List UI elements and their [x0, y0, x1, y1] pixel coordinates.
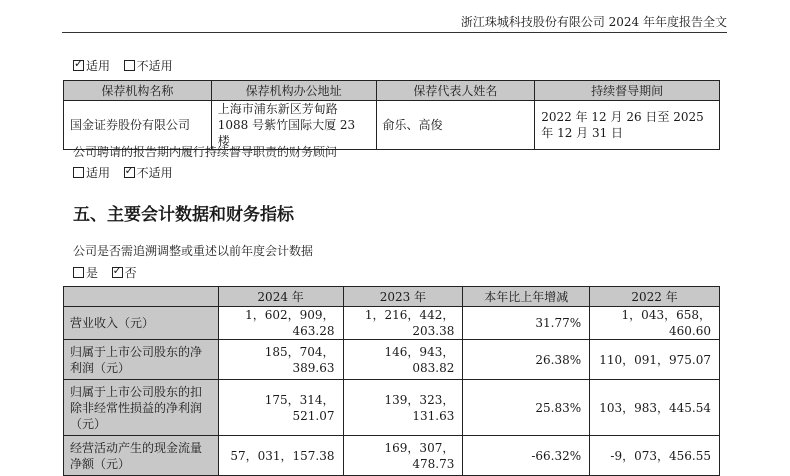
label-line: （元） — [70, 416, 107, 431]
sponsor-representatives: 俞乐、高俊 — [376, 101, 535, 150]
option-applicable-label: 适用 — [86, 166, 111, 180]
option-not-applicable-label: 不适用 — [136, 166, 173, 180]
option-no-label: 否 — [124, 266, 137, 280]
cell-change: 26.38% — [463, 340, 590, 380]
label-line: 经营活动产生的现金流量 — [70, 440, 203, 455]
table-header-cell: 保荐机构名称 — [64, 81, 212, 101]
address-line: 上海市浦东新区芳甸路 — [217, 102, 338, 116]
cell-change: -66.32% — [463, 436, 590, 476]
unchecked-box-icon[interactable] — [73, 167, 84, 178]
cell-2024: 175，314，521.07 — [218, 380, 343, 436]
table-header-cell: 持续督导期间 — [535, 81, 720, 101]
checked-box-icon[interactable] — [124, 167, 135, 178]
option-applicable-label: 适用 — [86, 59, 111, 73]
cell-2023: 146，943，083.82 — [343, 340, 463, 380]
cell-2022: 103，983，445.54 — [590, 380, 720, 436]
cell-2023: 1，216，442，203.38 — [343, 307, 463, 340]
cell-2022: 1，043，658，460.60 — [590, 307, 720, 340]
period-line: 年 12 月 31 日 — [541, 126, 624, 140]
row-label — [64, 436, 219, 476]
section-title: 五、主要会计数据和财务指标 — [73, 205, 294, 225]
cell-change: 25.83% — [463, 380, 590, 436]
unchecked-box-icon[interactable] — [73, 267, 84, 278]
table-header-row — [64, 287, 720, 307]
unchecked-box-icon[interactable] — [124, 60, 135, 71]
table-row — [64, 380, 720, 436]
table-header-row — [64, 81, 720, 101]
advisor-applicable-options — [73, 164, 173, 181]
label-line: 营业收入（元） — [70, 316, 155, 330]
label-line: 归属于上市公司股东的扣 — [70, 384, 203, 399]
option-yes-label: 是 — [86, 266, 99, 280]
table-row — [64, 307, 720, 340]
sponsor-applicable-options — [73, 57, 173, 74]
table-header-cell — [64, 287, 219, 307]
report-header-title: 浙江珠城科技股份有限公司 2024 年年度报告全文 — [460, 15, 727, 29]
cell-2022: -9，073，456.55 — [590, 436, 720, 476]
cell-2022: 110，091，975.07 — [590, 340, 720, 380]
restate-options — [73, 264, 137, 281]
label-line: 归属于上市公司股东的净 — [70, 344, 203, 359]
row-label — [64, 340, 219, 380]
cell-change: 31.77% — [463, 307, 590, 340]
sponsor-name: 国金证券股份有限公司 — [64, 101, 212, 150]
table-header-cell: 保荐代表人姓名 — [376, 81, 535, 101]
checked-box-icon[interactable] — [112, 267, 123, 278]
table-row — [64, 340, 720, 380]
table-header-cell: 2022 年 — [590, 287, 720, 307]
cell-2024: 57，031，157.38 — [218, 436, 343, 476]
cell-2024: 1，602，909，463.28 — [218, 307, 343, 340]
table-row — [64, 436, 720, 476]
advisor-text: 公司聘请的报告期内履行持续督导职责的财务顾问 — [73, 145, 338, 159]
label-line: 利润（元） — [70, 360, 131, 375]
restate-question: 公司是否需追溯调整或重述以前年度会计数据 — [73, 244, 314, 258]
row-label — [64, 307, 219, 340]
checked-box-icon[interactable] — [73, 60, 84, 71]
table-header-cell: 2023 年 — [343, 287, 463, 307]
label-line: 除非经常性损益的净利润 — [70, 400, 203, 415]
cell-2023: 169，307，478.73 — [343, 436, 463, 476]
sponsor-table — [63, 80, 720, 150]
header-divider — [62, 32, 727, 33]
option-not-applicable-label: 不适用 — [136, 59, 173, 73]
cell-2023: 139，323，131.63 — [343, 380, 463, 436]
period-line: 2022 年 12 月 26 日至 2025 — [541, 110, 704, 124]
financial-indicators-table — [63, 286, 720, 476]
label-line: 净额（元） — [70, 456, 131, 471]
cell-2024: 185，704，389.63 — [218, 340, 343, 380]
table-header-cell: 本年比上年增减 — [463, 287, 590, 307]
address-line: 1088 号紫竹国际大厦 23 楼 — [217, 118, 356, 148]
table-header-cell: 保荐机构办公地址 — [211, 81, 376, 101]
row-label — [64, 380, 219, 436]
table-header-cell: 2024 年 — [218, 287, 343, 307]
supervision-period — [535, 101, 720, 150]
